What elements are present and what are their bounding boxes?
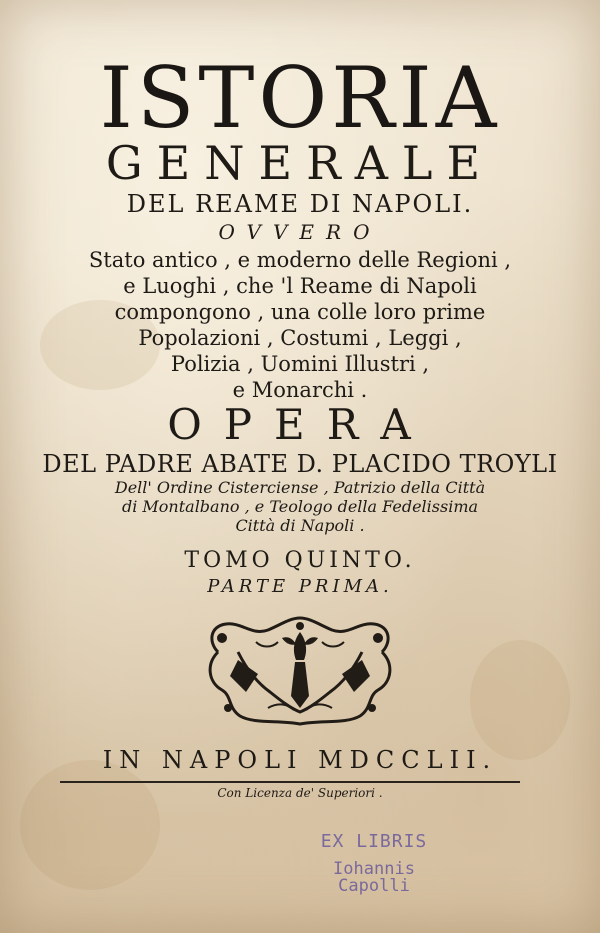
description-line: Polizia , Uomini Illustri , (170, 352, 430, 376)
author-detail-line: Dell' Ordine Cisterciense , Patrizio della Città (114, 478, 486, 497)
book-subtitle: GENERALE (105, 136, 495, 190)
author-detail-line: di Montalbano , e Teologo della Fedelissima (121, 497, 479, 516)
book-title: ISTORIA (99, 49, 501, 147)
description-line: Popolazioni , Costumi , Leggi , (138, 326, 462, 350)
stamp-line-2: Iohannis Capolli (333, 859, 415, 896)
license-line: Con Licenza de' Superiori . (217, 786, 383, 800)
printer-ornament-icon (198, 612, 402, 728)
description-line: compongono , una colle loro prime (114, 300, 486, 324)
part-line: PARTE PRIMA. (207, 576, 393, 597)
author-detail-line: Città di Napoli . (235, 516, 365, 535)
book-subtitle-2: DEL REAME DI NAPOLI. (126, 190, 474, 218)
description-line: e Monarchi . (232, 378, 368, 402)
author-line: DEL PADRE ABATE D. PLACIDO TROYLI (42, 450, 558, 478)
imprint-line: IN NAPOLI MDCCLII. (102, 746, 498, 774)
description-line: e Luoghi , che 'l Reame di Napoli (123, 274, 477, 298)
imprint-rule (60, 781, 520, 783)
stamp-line-1: EX LIBRIS (320, 831, 428, 852)
description-line: Stato antico , e moderno delle Regioni , (88, 248, 512, 272)
paper-stain (470, 640, 570, 760)
paper-stain (20, 760, 160, 890)
ovvero-line: OVVERO (218, 220, 382, 244)
ex-libris-stamp (294, 831, 454, 896)
opera-heading: OPERA (167, 400, 433, 449)
volume-line: TOMO QUINTO. (184, 548, 416, 573)
